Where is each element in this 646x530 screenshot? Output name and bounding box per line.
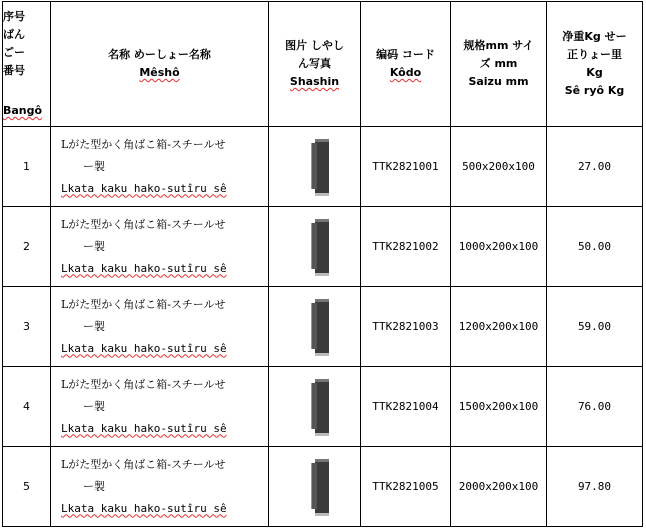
row-weight: 50.00 [547,207,643,287]
table-row [3,447,643,527]
row-name [51,447,269,527]
header-picture [269,2,361,127]
row-name-jp-line2: ー製 [83,319,105,333]
row-name [51,207,269,287]
row-weight: 97.80 [547,447,643,527]
row-code: TTK2821002 [361,207,451,287]
header-name-roma: Mêshô [139,66,180,79]
l-shaped-steel-bin-icon [311,379,329,433]
row-code: TTK2821003 [361,287,451,367]
header-size-line1: 规格mm サイ [463,39,534,52]
row-code: TTK2821005 [361,447,451,527]
header-number-line1: 序号 [3,10,25,23]
table-row [3,367,643,447]
row-number: 1 [3,127,51,207]
row-weight: 59.00 [547,287,643,367]
header-number-line3: ごー [3,46,25,59]
row-code: TTK2821001 [361,127,451,207]
row-name-jp-line1: Lがた型かく角ばこ箱-スチールせ [61,377,226,391]
row-name-jp-line2: ー製 [83,159,105,173]
row-number: 4 [3,367,51,447]
header-picture-line2: ん写真 [298,57,331,70]
row-picture [269,287,361,367]
table-row [3,287,643,367]
row-weight: 27.00 [547,127,643,207]
row-number: 5 [3,447,51,527]
header-picture-roma: Shashin [289,75,340,88]
header-number [3,2,51,127]
row-number: 2 [3,207,51,287]
row-name-jp-line1: Lがた型かく角ばこ箱-スチールせ [61,457,226,471]
row-picture [269,207,361,287]
header-name-line1: 名称 めーしょー名称 [108,48,211,61]
header-number-line4: 番号 [3,64,25,77]
row-name [51,287,269,367]
row-name-jp-line2: ー製 [83,399,105,413]
l-shaped-steel-bin-icon [311,299,329,353]
header-weight-line2: 正りょー里 [567,48,622,61]
row-name-roma: Lkata kaku hako-sutîru sê [61,421,227,435]
header-code-roma: Kôdo [389,66,422,79]
row-name [51,367,269,447]
row-name-jp-line1: Lがた型かく角ばこ箱-スチールせ [61,137,226,151]
header-weight-line3: Kg [586,66,603,79]
row-name-roma: Lkata kaku hako-sutîru sê [61,341,227,355]
row-size: 500x200x100 [451,127,547,207]
row-name-roma: Lkata kaku hako-sutîru sê [61,181,227,195]
l-shaped-steel-bin-icon [311,459,329,513]
header-size-line2: ズ mm [479,57,518,70]
row-name-jp-line1: Lがた型かく角ばこ箱-スチールせ [61,217,226,231]
row-number: 3 [3,287,51,367]
header-size-roma: Saizu mm [468,75,529,88]
header-weight-line1: 净重Kg せー [562,30,627,43]
header-number-roma: Bangô [3,104,43,117]
header-number-line2: ばん [3,28,25,41]
header-picture-line1: 图片 しやし [285,39,344,52]
row-picture [269,447,361,527]
header-code [361,2,451,127]
header-weight-roma: Sê ryô Kg [564,84,625,97]
row-name-roma: Lkata kaku hako-sutîru sê [61,501,227,515]
row-code: TTK2821004 [361,367,451,447]
row-size: 1500x200x100 [451,367,547,447]
l-shaped-steel-bin-icon [311,219,329,273]
row-weight: 76.00 [547,367,643,447]
row-name-jp-line2: ー製 [83,239,105,253]
row-picture [269,127,361,207]
table-row [3,207,643,287]
row-picture [269,367,361,447]
header-size [451,2,547,127]
header-name [51,2,269,127]
row-size: 2000x200x100 [451,447,547,527]
product-spec-table [2,1,643,527]
header-row [3,2,643,127]
l-shaped-steel-bin-icon [311,139,329,193]
header-code-line1: 编码 コード [376,48,435,61]
row-name [51,127,269,207]
table-row [3,127,643,207]
row-name-jp-line2: ー製 [83,479,105,493]
row-name-roma: Lkata kaku hako-sutîru sê [61,261,227,275]
row-size: 1200x200x100 [451,287,547,367]
row-name-jp-line1: Lがた型かく角ばこ箱-スチールせ [61,297,226,311]
header-weight [547,2,643,127]
row-size: 1000x200x100 [451,207,547,287]
